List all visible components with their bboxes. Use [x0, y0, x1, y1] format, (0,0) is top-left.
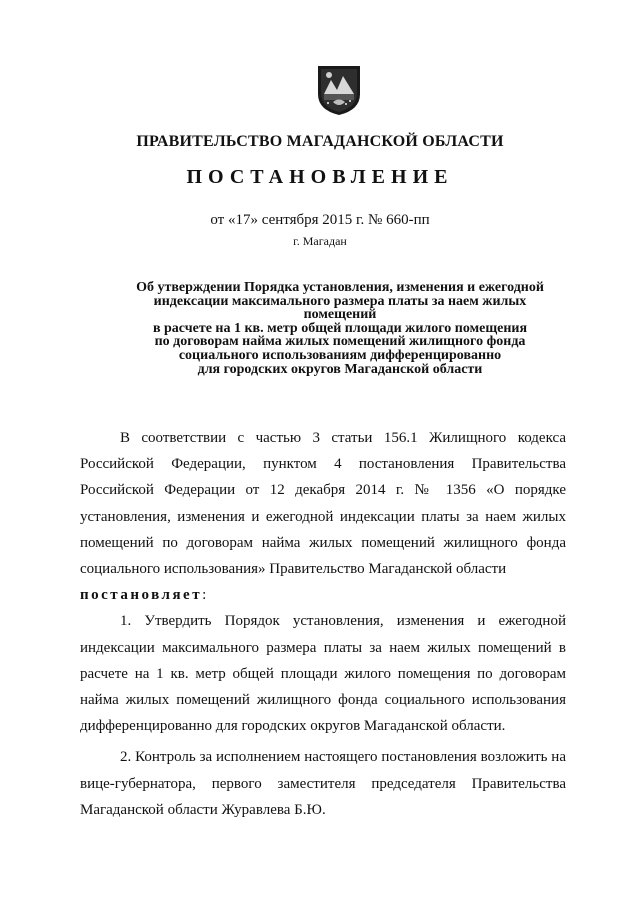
resolves-word: постановляет [80, 587, 203, 604]
document-date-number: от «17» сентября 2015 г. № 660-пп [210, 212, 430, 228]
government-title: ПРАВИТЕЛЬСТВО МАГАДАНСКОЙ ОБЛАСТИ [136, 133, 504, 150]
document-body [80, 425, 566, 823]
document-type: ПОСТАНОВЛЕНИЕ [186, 166, 454, 188]
magadan-coat-of-arms-icon [316, 64, 362, 116]
subject-line: индексации максимального размера платы за наем жилых помещений [153, 293, 527, 323]
item-2-paragraph: 2. Контроль за исполнением настоящего постановления возложить на вице-губернатора, первого заместителя председателя Правительства Магаданской области Журавлева Б.Ю. [80, 749, 566, 818]
resolves-line [80, 582, 566, 608]
resolves-colon: : [202, 587, 207, 604]
document-subject [120, 281, 560, 376]
subject-line: в расчете на 1 кв. метр общей площади жилого помещения [152, 320, 528, 336]
subject-line: для городских округов Магаданской области [197, 361, 483, 377]
item-1-paragraph: 1. Утвердить Порядок установления, изменения и ежегодной индексации максимального размера платы за наем жилых помещений в расчете на 1 кв. метр общей площади жилого помещения по договорам найма жилых помещений жилищного фонда социального использования дифференцированно для городских округов Магаданской области. [80, 613, 566, 735]
subject-line: по договорам найма жилых помещений жилищного фонда [154, 334, 526, 350]
subject-line: социального использованиям дифференцированно [178, 347, 502, 363]
document-city: г. Магадан [293, 234, 347, 248]
preamble-paragraph: В соответствии с частью 3 статьи 156.1 Жилищного кодекса Российской Федерации, пунктом 4 постановления Правительства Российской Федерации от 12 декабря 2014 г. № 1356 «О порядке установления, изменения и ежегодной индексации платы за наем жилых помещений по договорам найма жилых помещений жилищного фонда социального использования» Правительство Магаданской области [80, 430, 566, 578]
subject-line: Об утверждении Порядка установления, изменения и ежегодной [136, 280, 544, 295]
